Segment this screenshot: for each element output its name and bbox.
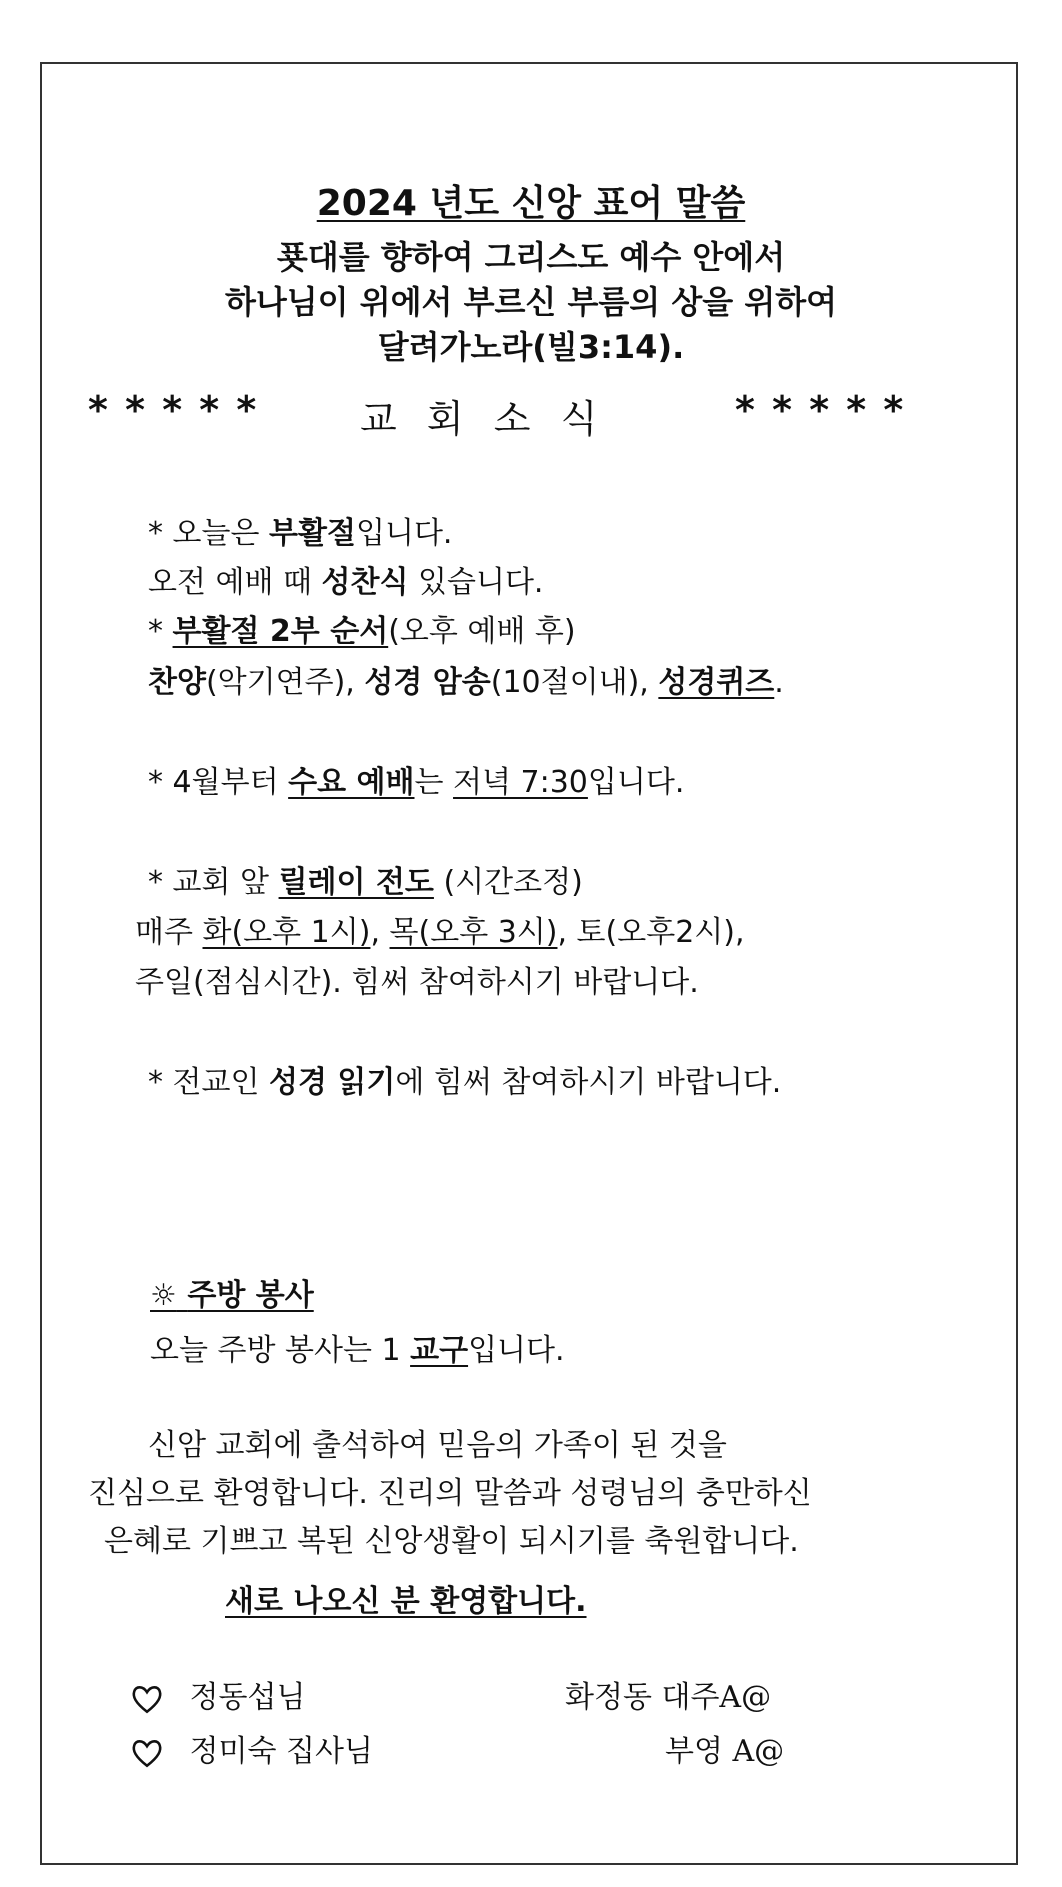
bullet: * bbox=[148, 1065, 163, 1100]
motto-title bbox=[0, 175, 1062, 226]
newcomer-name: 정동섭님 bbox=[189, 1680, 306, 1715]
program-note: (오후 예배 후) bbox=[388, 614, 576, 649]
program-item-1-rest: (악기연주), bbox=[205, 665, 365, 700]
bible-reading-pre: 전교인 bbox=[172, 1065, 270, 1100]
bullet: * bbox=[148, 765, 163, 800]
kitchen-bold: 교구 bbox=[410, 1333, 469, 1368]
kitchen-duty bbox=[150, 1325, 565, 1369]
bullet: * bbox=[148, 865, 163, 900]
relay-sep-1: , bbox=[370, 915, 390, 950]
newcomer-row bbox=[130, 1726, 373, 1770]
sun-icon: ☼ bbox=[150, 1278, 177, 1313]
announcement-communion bbox=[148, 557, 543, 601]
relay-pre: 교회 앞 bbox=[172, 865, 279, 900]
kitchen-pre: 오늘 주방 봉사는 1 bbox=[150, 1333, 411, 1368]
wednesday-service: 수요 예배 bbox=[288, 765, 415, 800]
communion-post: 있습니다. bbox=[408, 565, 544, 600]
motto-line-1: 푯대를 향하여 그리스도 예수 안에서 bbox=[276, 238, 786, 276]
announcement-easter bbox=[148, 508, 452, 552]
announcement-relay bbox=[148, 857, 583, 901]
relay-post: (시간조정) bbox=[433, 865, 583, 900]
kitchen-title: 주방 봉사 bbox=[187, 1278, 314, 1313]
news-title: 교 회 소 식 bbox=[360, 397, 600, 441]
wednesday-time: 저녁 7:30 bbox=[453, 765, 588, 800]
communion-bold: 성찬식 bbox=[321, 565, 409, 600]
relay-bold: 릴레이 전도 bbox=[278, 865, 434, 900]
bullet: * bbox=[148, 614, 163, 649]
welcome-line-3: 은혜로 기쁘고 복된 신앙생활이 되시기를 축원합니다. bbox=[104, 1524, 799, 1559]
program-items-end: . bbox=[774, 665, 784, 700]
welcome-banner-text: 새로 나오신 분 환영합니다. bbox=[225, 1584, 587, 1619]
bible-reading-bold: 성경 읽기 bbox=[269, 1065, 396, 1100]
easter-post: 입니다. bbox=[355, 516, 453, 551]
bible-reading-post: 에 힘써 참여하시기 바랍니다. bbox=[395, 1065, 782, 1100]
program-title: 부활절 2부 순서 bbox=[172, 614, 389, 649]
welcome-banner bbox=[225, 1576, 587, 1620]
newcomer-name: 정미숙 집사님 bbox=[189, 1734, 373, 1769]
wednesday-mid: 는 bbox=[414, 765, 454, 800]
easter-bold: 부활절 bbox=[269, 516, 356, 551]
newcomer-address: 화정동 대주A@ bbox=[565, 1680, 772, 1715]
motto-line-3: 달려가노라(빌3:14). bbox=[377, 328, 685, 366]
kitchen-heading bbox=[150, 1270, 314, 1314]
heart-icon bbox=[130, 1736, 164, 1770]
relay-tuesday: 화(오후 1시) bbox=[202, 915, 371, 950]
news-stars-left: * * * * * bbox=[88, 388, 259, 432]
welcome-line-2: 진심으로 환영합니다. 진리의 말씀과 성령님의 충만하신 bbox=[88, 1476, 812, 1511]
relay-sep-2: , 토(오후2시), bbox=[557, 915, 745, 950]
relay-thursday: 목(오후 3시) bbox=[389, 915, 558, 950]
program-item-3: 성경퀴즈 bbox=[658, 665, 775, 700]
easter-pre: 오늘은 bbox=[172, 516, 270, 551]
welcome-line-1: 신암 교회에 출석하여 믿음의 가족이 된 것을 bbox=[148, 1428, 727, 1463]
announcement-bible-reading bbox=[148, 1057, 781, 1101]
relay-schedule-pre: 매주 bbox=[135, 915, 203, 950]
kitchen-post: 입니다. bbox=[468, 1333, 565, 1368]
newcomer-row bbox=[130, 1672, 305, 1716]
wednesday-pre: 4월부터 bbox=[172, 765, 289, 800]
program-item-2-rest: (10절이내), bbox=[490, 665, 659, 700]
relay-schedule bbox=[135, 907, 745, 951]
kitchen-heading-text bbox=[150, 1278, 314, 1313]
newcomer-address: 부영 A@ bbox=[665, 1734, 785, 1769]
news-stars-right: * * * * * bbox=[735, 388, 906, 432]
motto-title-text: 2024 년도 신앙 표어 말씀 bbox=[316, 183, 746, 224]
communion-pre: 오전 예배 때 bbox=[148, 565, 322, 600]
program-item-1: 찬양 bbox=[148, 665, 206, 700]
announcement-program bbox=[148, 606, 576, 650]
announcement-wednesday bbox=[148, 757, 684, 801]
program-item-2: 성경 암송 bbox=[364, 665, 491, 700]
wednesday-post: 입니다. bbox=[587, 765, 685, 800]
heart-icon bbox=[130, 1682, 164, 1716]
relay-sunday: 주일(점심시간). 힘써 참여하시기 바랍니다. bbox=[135, 965, 699, 1000]
motto-line-2: 하나님이 위에서 부르신 부름의 상을 위하여 bbox=[224, 283, 838, 321]
bullet: * bbox=[148, 516, 163, 551]
program-items bbox=[148, 657, 784, 701]
